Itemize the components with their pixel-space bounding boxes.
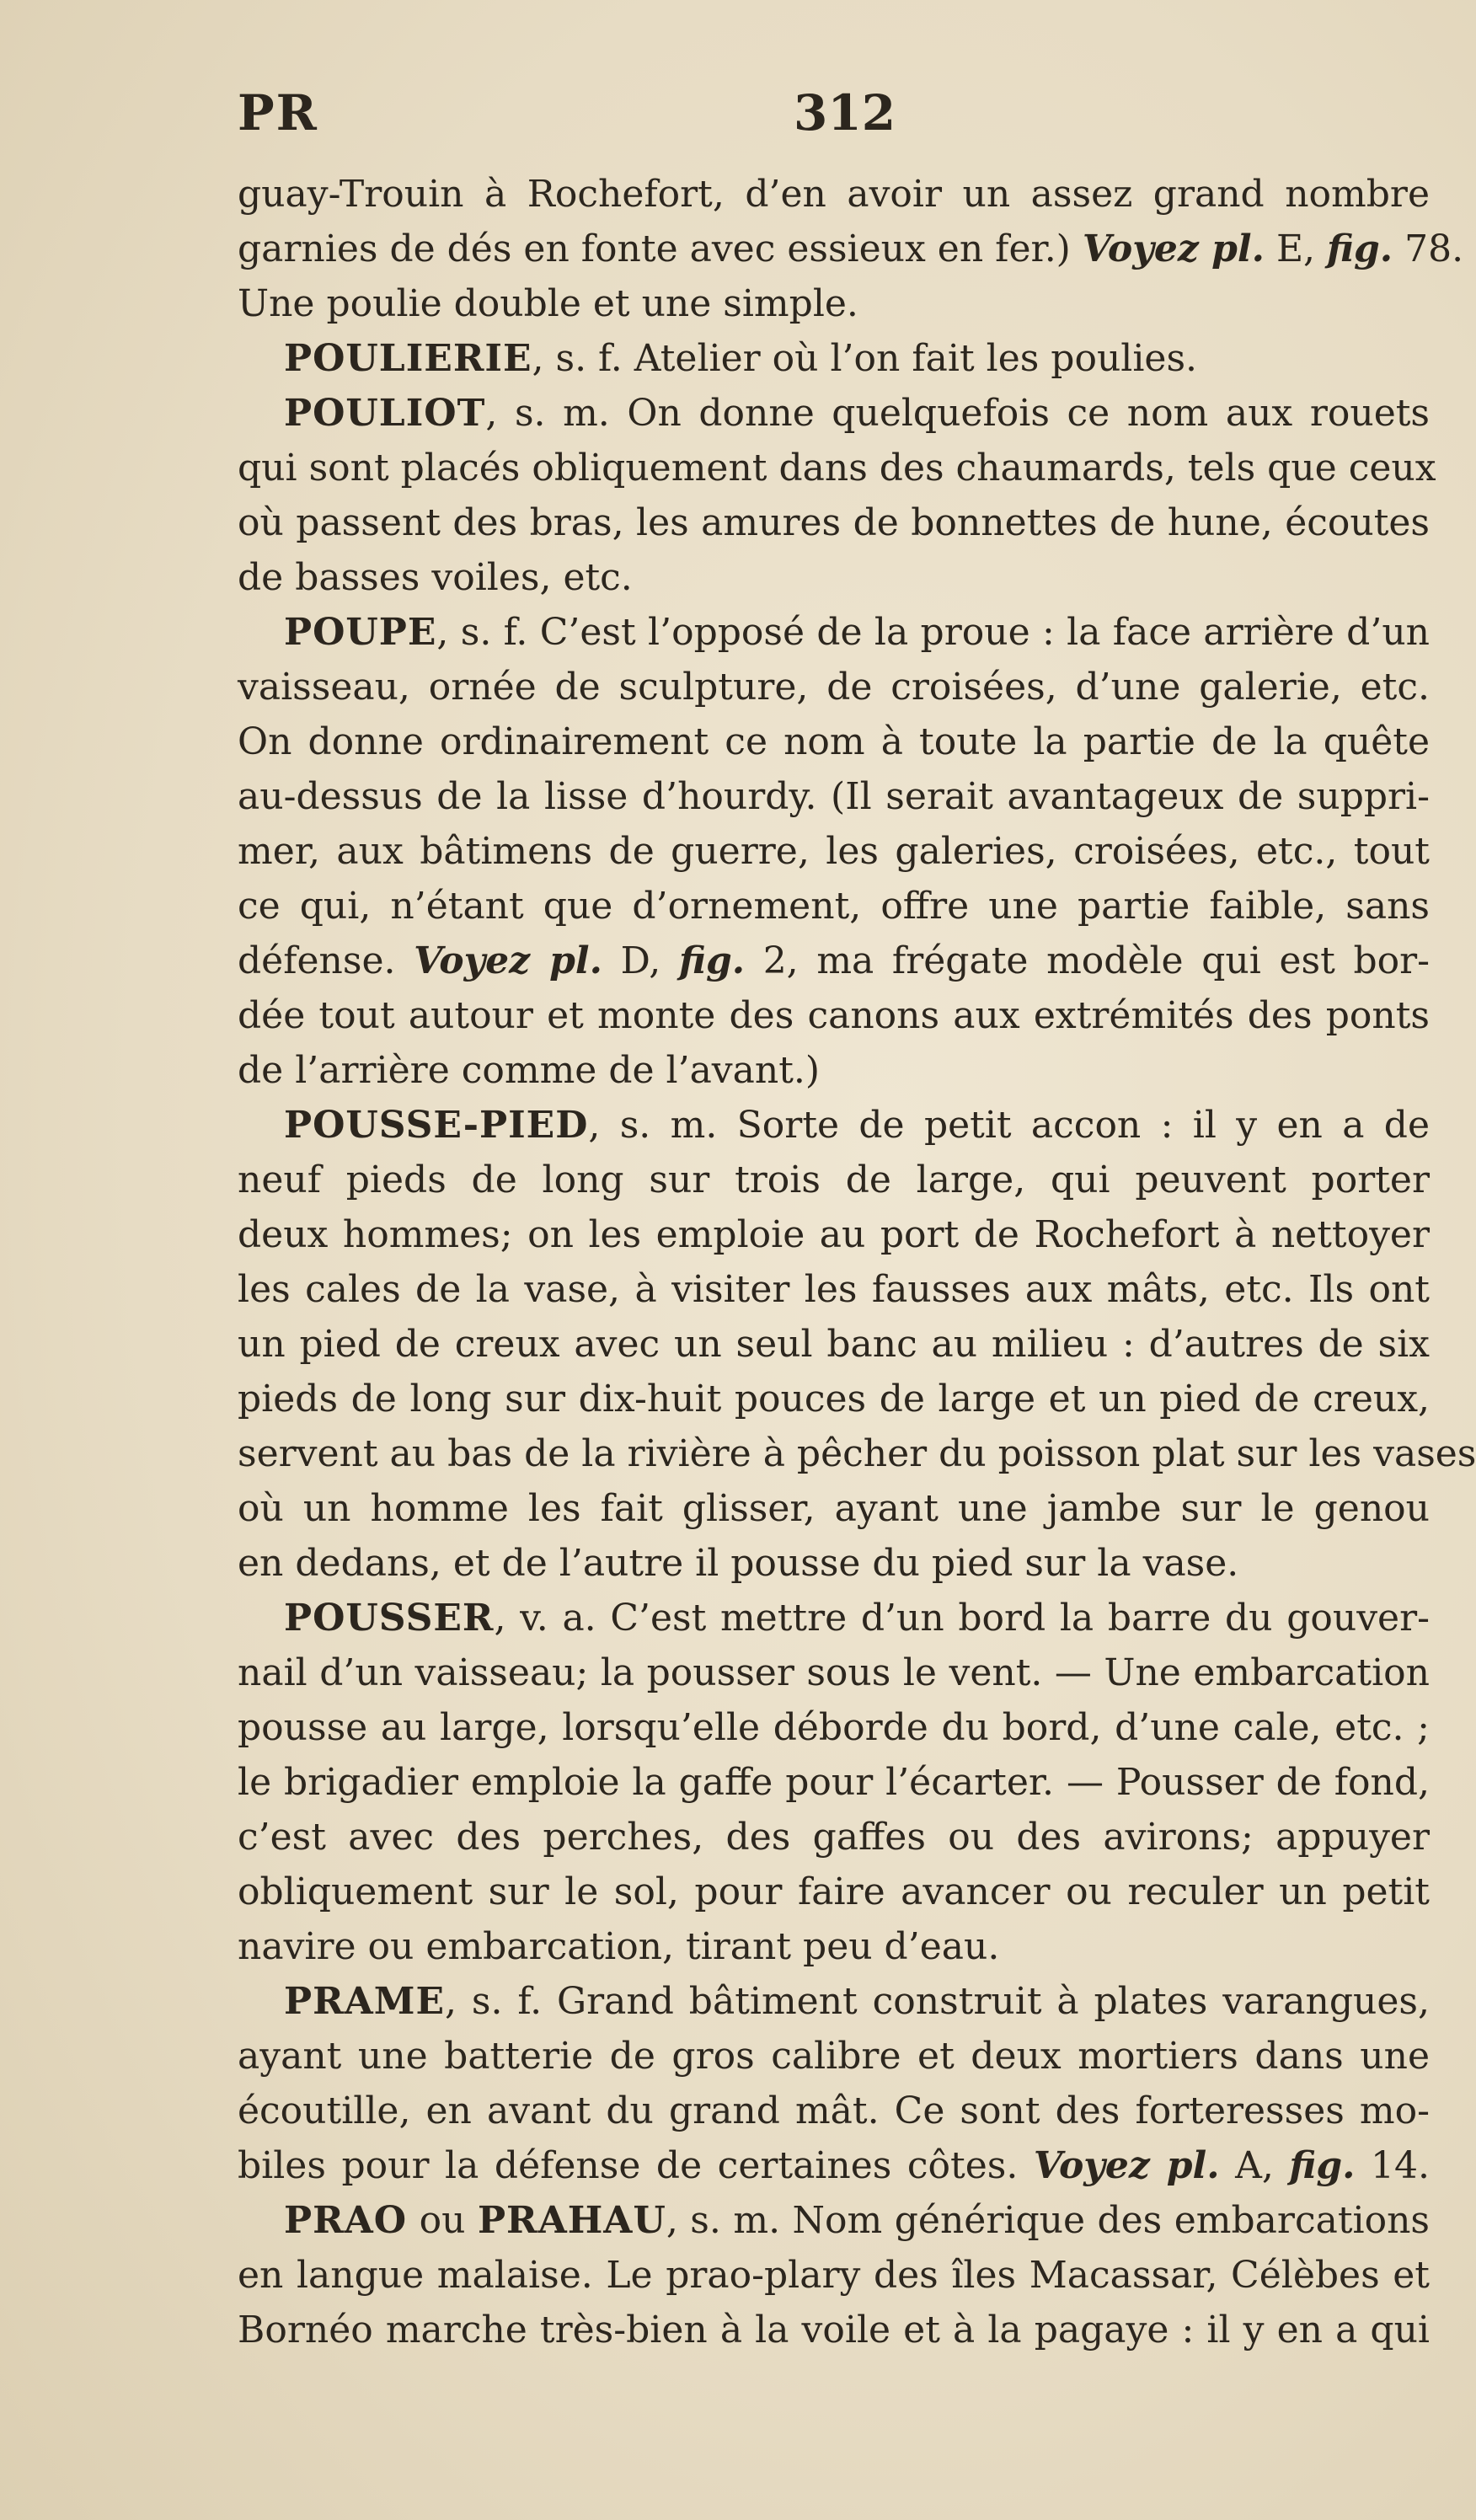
- text-line: [238, 1865, 1430, 1919]
- text-line: [238, 1974, 1430, 2029]
- page-number: 312: [794, 84, 896, 142]
- text-line: [238, 1591, 1430, 1645]
- text-segment: pieds de long sur dix-huit pouces de large et un pied de creux,: [238, 1378, 1430, 1421]
- text-line: [238, 1317, 1430, 1372]
- headword: PRAO: [284, 2199, 408, 2242]
- book-page: [238, 84, 1476, 2357]
- text-segment: qui sont placés obliquement dans des chaumards, tels que ceux: [238, 447, 1436, 490]
- text-line: [238, 2029, 1430, 2084]
- text-segment: obliquement sur le sol, pour faire avancer ou reculer un petit: [238, 1870, 1430, 1913]
- text-segment: ou: [407, 2199, 478, 2242]
- headword: POUPE: [284, 611, 437, 654]
- text-line: [238, 1645, 1430, 1700]
- text-segment: vaisseau, ornée de sculpture, de croisées, d’une galerie, etc.: [238, 666, 1430, 709]
- text-line: [238, 276, 1430, 331]
- text-line: [238, 1426, 1476, 1481]
- text-line: [238, 2248, 1430, 2303]
- text-segment: défense.: [238, 939, 414, 982]
- text-segment: A,: [1219, 2144, 1290, 2187]
- text-segment: biles pour la défense de certaines côtes.: [238, 2144, 1034, 2187]
- headword: POUSSER: [284, 1597, 495, 1640]
- text-segment: E,: [1264, 227, 1328, 270]
- text-segment: c’est avec des perches, des gaffes ou des avirons; appuyer: [238, 1816, 1430, 1859]
- text-line: [238, 1481, 1430, 1536]
- text-segment: de basses voiles, etc.: [238, 556, 633, 599]
- text-line: [238, 714, 1430, 769]
- text-line: [238, 769, 1430, 824]
- text-line: [238, 1536, 1430, 1591]
- text-segment: écoutille, en avant du grand mât. Ce sont des forteresses mo-: [238, 2089, 1430, 2132]
- text-segment: garnies de dés en fonte avec essieux en fer.): [238, 227, 1083, 270]
- text-segment: le brigadier emploie la gaffe pour l’écarter. — Pousser de fond,: [238, 1761, 1430, 1804]
- cross-reference: fig.: [1289, 2144, 1356, 2187]
- text-segment: , s. m. Sorte de petit accon : il y en a de: [588, 1104, 1430, 1147]
- text-line: [238, 386, 1430, 441]
- cross-reference: Voyez pl.: [1033, 2144, 1220, 2187]
- text-line: [238, 1810, 1430, 1865]
- headword: POUSSE-PIED: [284, 1104, 589, 1147]
- text-line: [238, 167, 1430, 222]
- text-line: [238, 1207, 1430, 1262]
- text-line: [238, 550, 1430, 605]
- text-segment: On donne ordinairement ce nom à toute la partie de la quête: [238, 720, 1430, 763]
- text-segment: , v. a. C’est mettre d’un bord la barre du gouver-: [494, 1597, 1430, 1640]
- text-line: [238, 2303, 1430, 2357]
- cross-reference: Voyez pl.: [414, 939, 602, 982]
- text-segment: D,: [602, 939, 679, 982]
- text-segment: où passent des bras, les amures de bonnettes de hune, écoutes: [238, 501, 1430, 544]
- text-segment: 78.: [1393, 227, 1464, 270]
- text-line: [238, 934, 1430, 988]
- text-line: [238, 1372, 1430, 1426]
- text-segment: dée tout autour et monte des canons aux extrémités des ponts: [238, 994, 1430, 1037]
- text-line: [238, 1919, 1430, 1974]
- text-line: [238, 988, 1430, 1043]
- text-segment: , s. m. On donne quelquefois ce nom aux rouets: [485, 392, 1430, 435]
- text-line: [238, 331, 1430, 386]
- text-line: [238, 495, 1430, 550]
- headword: POULIOT: [284, 392, 486, 435]
- text-segment: mer, aux bâtimens de guerre, les galeries, croisées, etc., tout: [238, 830, 1430, 873]
- text-segment: neuf pieds de long sur trois de large, qui peuvent porter: [238, 1158, 1430, 1201]
- text-segment: les cales de la vase, à visiter les fausses aux mâts, etc. Ils ont: [238, 1268, 1430, 1311]
- cross-reference: fig.: [678, 939, 746, 982]
- text-line: [238, 222, 1464, 276]
- text-segment: ayant une batterie de gros calibre et deux mortiers dans une: [238, 2035, 1430, 2078]
- text-line: [238, 1262, 1430, 1317]
- headword: PRAME: [284, 1980, 446, 2023]
- text-line: [238, 1700, 1430, 1755]
- text-line: [238, 879, 1430, 934]
- text-segment: 14.: [1355, 2144, 1430, 2187]
- text-segment: de l’arrière comme de l’avant.): [238, 1049, 821, 1092]
- text-line: [238, 824, 1430, 879]
- text-line: [238, 660, 1430, 714]
- text-line: [238, 1755, 1430, 1810]
- text-segment: un pied de creux avec un seul banc au milieu : d’autres de six: [238, 1323, 1430, 1366]
- text-segment: pousse au large, lorsqu’elle déborde du bord, d’une cale, etc. ;: [238, 1706, 1430, 1749]
- text-line: [238, 2193, 1430, 2248]
- text-line: [238, 1153, 1430, 1207]
- text-segment: Bornéo marche très-bien à la voile et à la pagaye : il y en a qui: [238, 2309, 1430, 2351]
- text-segment: en dedans, et de l’autre il pousse du pied sur la vase.: [238, 1542, 1239, 1585]
- text-segment: 2, ma frégate modèle qui est bor-: [745, 939, 1431, 982]
- text-segment: , s. f. Grand bâtiment construit à plates varangues,: [445, 1980, 1430, 2023]
- headword: POULIERIE: [284, 337, 532, 380]
- text-segment: , s. f. Atelier où l’on fait les poulies.: [532, 337, 1198, 380]
- text-line: [238, 2084, 1430, 2138]
- cross-reference: Voyez pl.: [1082, 227, 1265, 270]
- text-segment: où un homme les fait glisser, ayant une jambe sur le genou: [238, 1487, 1430, 1530]
- text-line: [238, 441, 1436, 495]
- text-segment: en langue malaise. Le prao-plary des îles Macassar, Célèbes et: [238, 2254, 1430, 2297]
- text-segment: Une poulie double et une simple.: [238, 282, 858, 325]
- cross-reference: fig.: [1327, 227, 1393, 270]
- text-segment: , s. f. C’est l’opposé de la proue : la face arrière d’un: [436, 611, 1430, 654]
- text-line: [238, 605, 1430, 660]
- dictionary-text: [238, 167, 1476, 2357]
- text-segment: au-dessus de la lisse d’hourdy. (Il serait avantageux de suppri-: [238, 775, 1430, 818]
- text-line: [238, 2138, 1430, 2193]
- running-head: PR: [238, 84, 318, 142]
- text-line: [238, 1043, 1430, 1098]
- text-segment: deux hommes; on les emploie au port de Rochefort à nettoyer: [238, 1213, 1430, 1256]
- text-segment: guay-Trouin à Rochefort, d’en avoir un assez grand nombre: [238, 173, 1430, 216]
- text-segment: nail d’un vaisseau; la pousser sous le vent. — Une embarcation: [238, 1651, 1430, 1694]
- text-segment: , s. m. Nom générique des embarcations: [666, 2199, 1430, 2242]
- headword: PRAHAU: [477, 2199, 666, 2242]
- text-segment: ce qui, n’étant que d’ornement, offre une partie faible, sans: [238, 885, 1430, 928]
- text-segment: servent au bas de la rivière à pêcher du poisson plat sur les vases: [238, 1432, 1476, 1475]
- page-header: [238, 84, 1430, 152]
- text-segment: navire ou embarcation, tirant peu d’eau.: [238, 1925, 1000, 1968]
- text-line: [238, 1098, 1430, 1153]
